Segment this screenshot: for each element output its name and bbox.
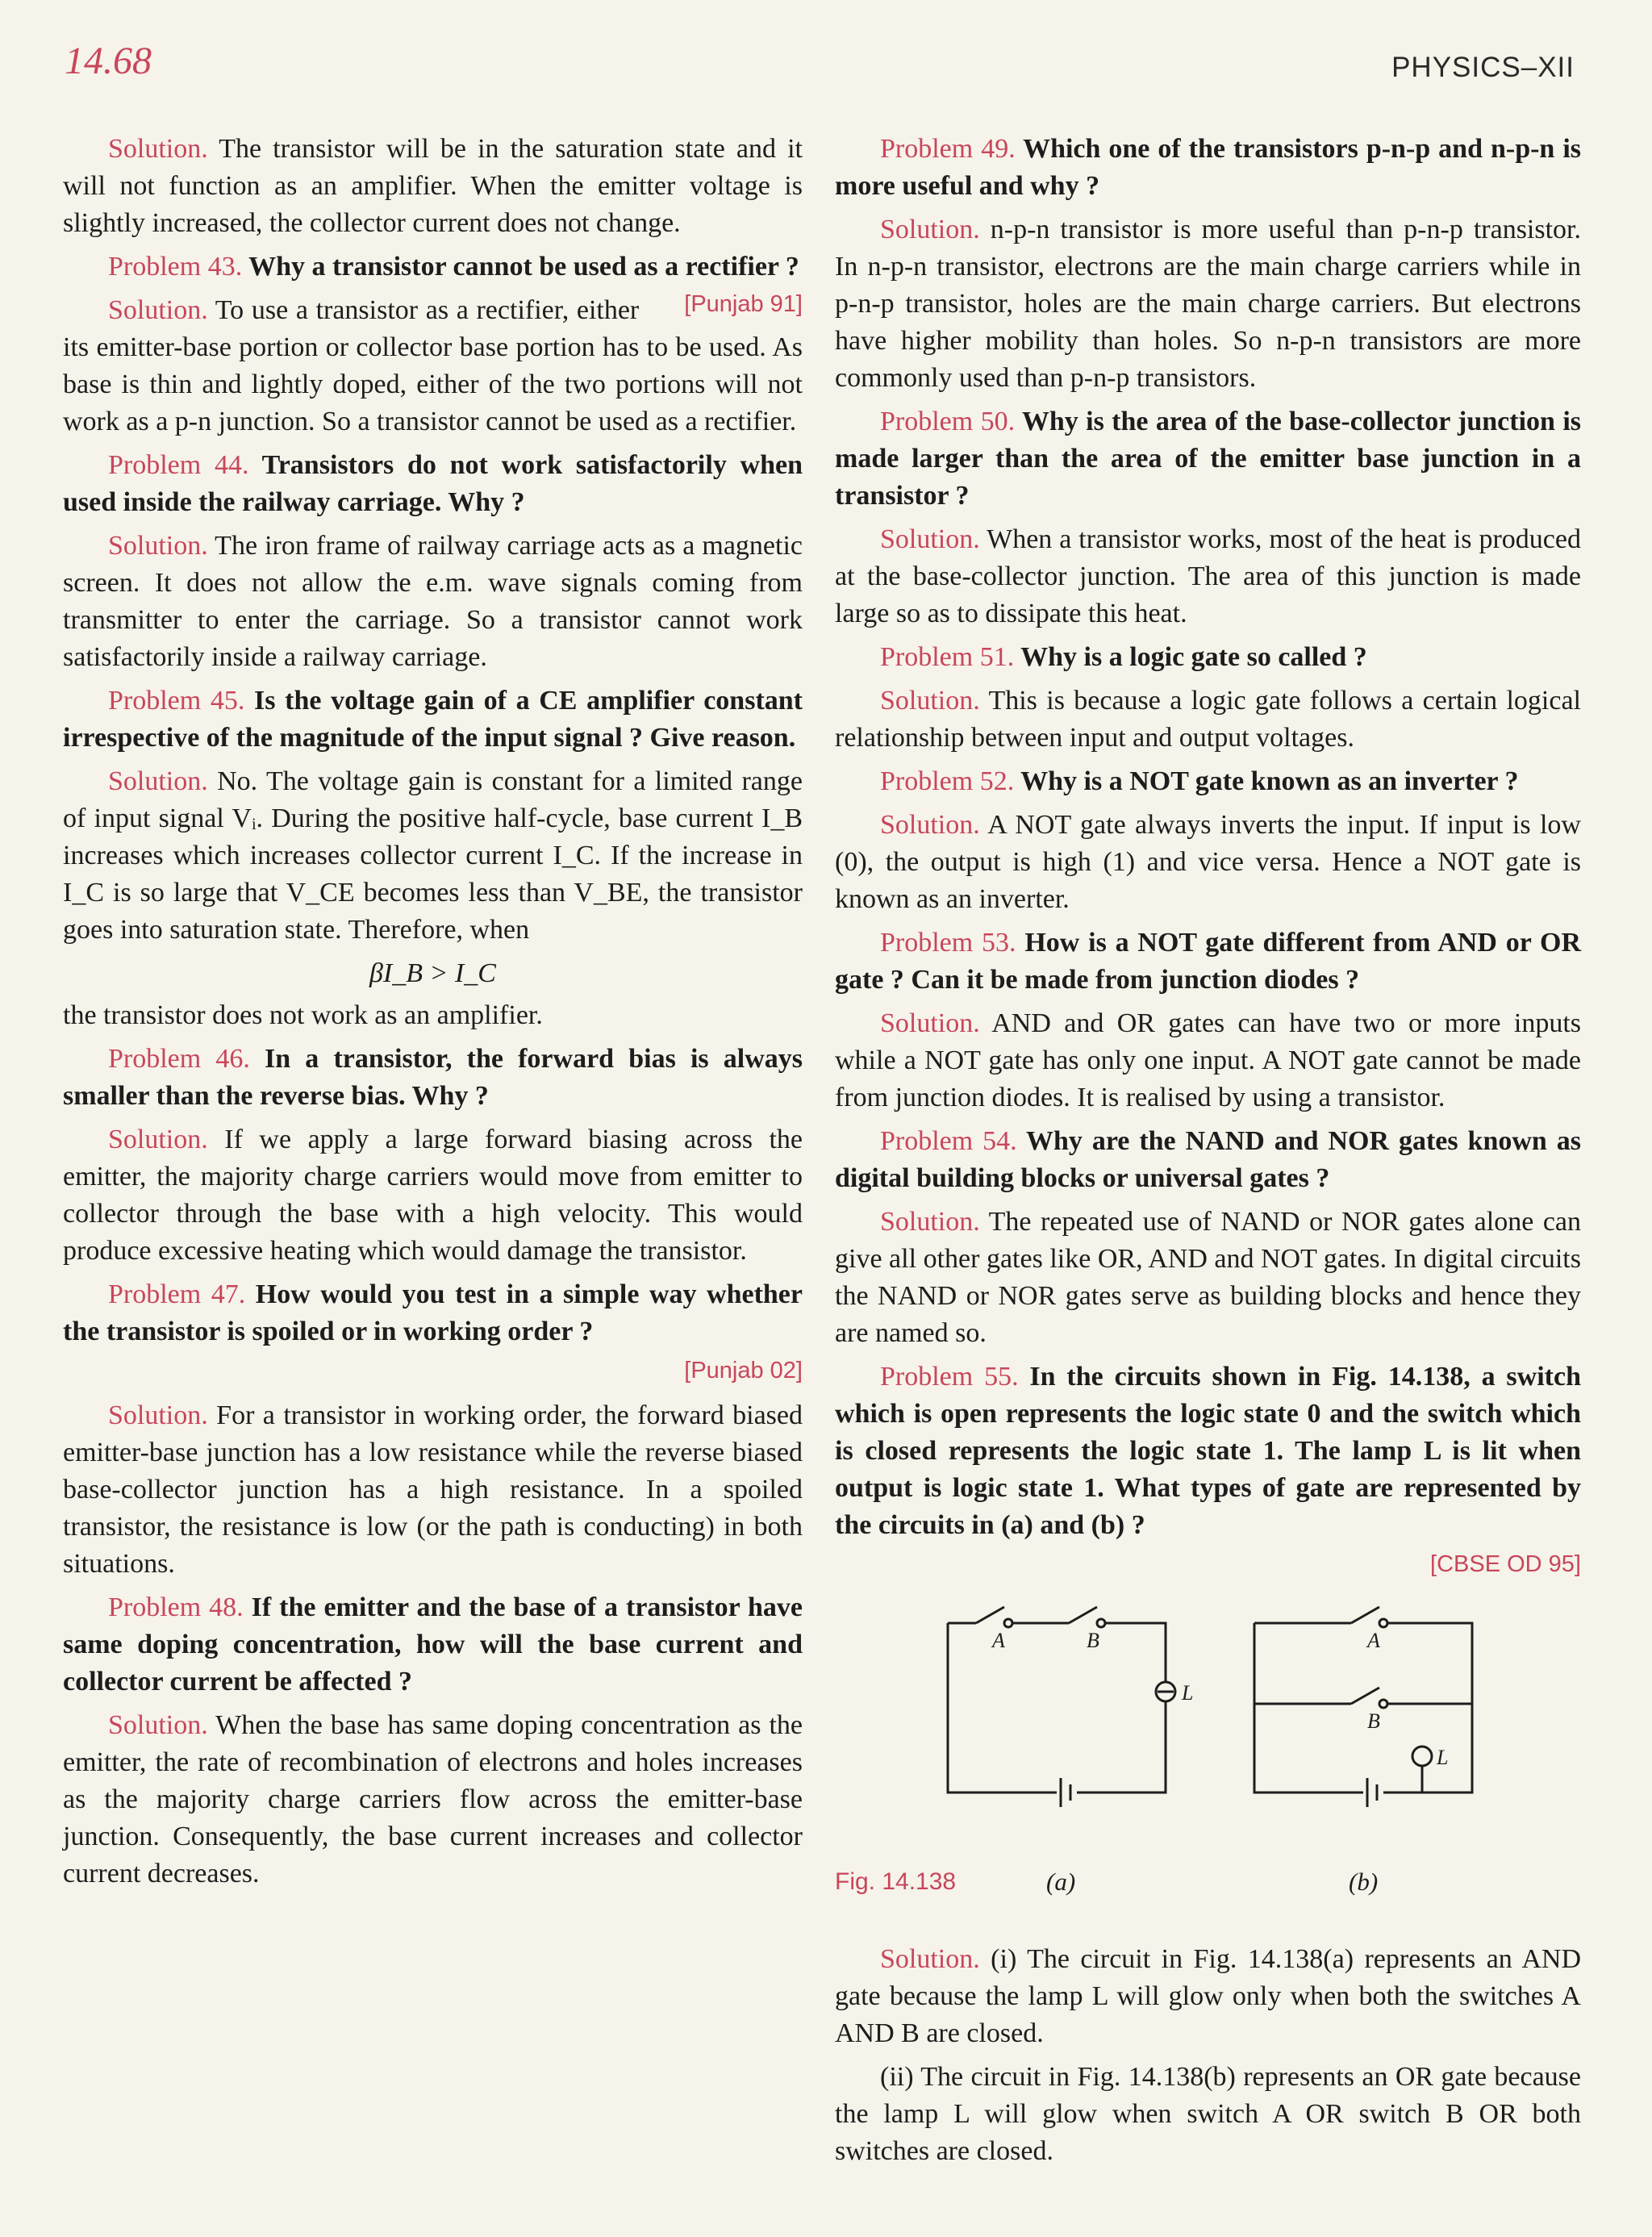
- solution-label: Solution.: [880, 524, 980, 554]
- solution-text: This is because a logic gate follows a certain logical relationship between input and output voltages.: [835, 686, 1581, 753]
- solution-label: Solution.: [108, 766, 208, 796]
- problem-label: Problem 52.: [880, 766, 1015, 796]
- solution-text: When a transistor works, most of the heat is produced at the base-collector junction. The area of this junction is made large so as to dissipate this heat.: [835, 524, 1581, 628]
- exam-reference: [Punjab 91]: [684, 291, 803, 317]
- problem-45-solution: [63, 763, 803, 949]
- problem-45: [63, 682, 803, 757]
- exam-reference: [Punjab 02]: [684, 1358, 803, 1384]
- problem-52-solution: [835, 807, 1581, 918]
- solution-label: Solution.: [880, 1944, 980, 1974]
- switch-a-label: A: [992, 1629, 1005, 1652]
- problem-question: Is the voltage gain of a CE amplifier constant irrespective of the magnitude of the input signal ? Give reason.: [63, 686, 803, 753]
- problem-label: Problem 49.: [880, 134, 1016, 164]
- lamp-label: L: [1437, 1746, 1449, 1769]
- problem-51-solution: [835, 682, 1581, 757]
- problem-label: Problem 48.: [108, 1592, 244, 1622]
- problem-54: [835, 1123, 1581, 1197]
- figure-caption: Fig. 14.138: [835, 1868, 957, 1895]
- problem-label: Problem 47.: [108, 1279, 246, 1309]
- problem-label: Problem 50.: [880, 407, 1016, 436]
- problem-label: Problem 54.: [880, 1126, 1017, 1156]
- solution-text: To use a transistor as a rectifier, either its emitter-base portion or collector base portion has to be used. As base is thin and lightly doped, either of the two portions will not work as a p-n junction. So a transistor cannot be used as a rectifier.: [63, 295, 803, 436]
- solution-text: A NOT gate always inverts the input. If input is low (0), the output is high (1) and vice versa. Hence a NOT gate is known as an inverter.: [835, 810, 1581, 914]
- problem-51: [835, 639, 1581, 676]
- switch-a-label: A: [1367, 1629, 1380, 1652]
- circuit-figure: [835, 1591, 1581, 1922]
- problem-question: In a transistor, the forward bias is always smaller than the reverse bias. Why ?: [63, 1044, 803, 1111]
- right-column: [835, 131, 1581, 2176]
- circuit-diagrams: [835, 1591, 1581, 1857]
- problem-question: Transistors do not work satisfactorily when used inside the railway carriage. Why ?: [63, 450, 803, 517]
- problem-label: Problem 45.: [108, 686, 245, 716]
- left-column: [63, 131, 803, 1899]
- solution-label: Solution.: [880, 215, 980, 244]
- solution-label: Solution.: [108, 1125, 208, 1154]
- solution-label: Solution.: [880, 1207, 980, 1237]
- page-number: 14.68: [65, 40, 152, 82]
- solution-label: Solution.: [108, 295, 208, 325]
- problem-question: Which one of the transistors p-n-p and n-p-n is more useful and why ?: [835, 134, 1581, 201]
- problem-label: Problem 51.: [880, 642, 1015, 672]
- problem-label: Problem 46.: [108, 1044, 250, 1074]
- problem-54-solution: [835, 1204, 1581, 1352]
- solution-text: When the base has same doping concentration as the emitter, the rate of recombination of electrons and holes increases as the majority charge carriers flow across the emitter-base junction. Consequently, the base current increases and collector current decreases.: [63, 1710, 803, 1889]
- problem-label: Problem 55.: [880, 1362, 1019, 1392]
- problem-question: In the circuits shown in Fig. 14.138, a switch which is open represents the logic state 0 and the switch which is closed represents the logic state 1. The lamp L is lit when output is logic state 1. What types of gate are represented by the circuits in (a) and (b) ?: [835, 1362, 1581, 1540]
- solution-label: Solution.: [108, 531, 208, 561]
- problem-49-solution: [835, 211, 1581, 397]
- solution-text: For a transistor in working order, the forward biased emitter-base junction has a low resistance while the reverse biased base-collector junction has a high resistance. In a spoiled transistor, the resistance is low (or the path is conducting) in both situations.: [63, 1400, 803, 1579]
- solution-label: Solution.: [108, 1400, 208, 1430]
- problem-question: Why is the area of the base-collector junction is made larger than the area of the emitter base junction in a transistor ?: [835, 407, 1581, 511]
- solution-text: If we apply a large forward biasing across the emitter, the majority charge carriers would move from emitter to collector through the base with a high velocity. This would produce excessive heating which would damage the transistor.: [63, 1125, 803, 1266]
- problem-question: Why a transistor cannot be used as a rectifier ?: [242, 252, 799, 282]
- exam-reference: [CBSE OD 95]: [1430, 1551, 1581, 1577]
- problem-55-solution: [835, 1941, 1581, 2052]
- lamp-b-icon: [1412, 1747, 1432, 1766]
- circuit-b-wire: [1254, 1623, 1363, 1793]
- problem-47-solution: [63, 1397, 803, 1583]
- solution-label: Solution.: [880, 686, 980, 716]
- problem-47: [63, 1276, 803, 1350]
- problem-question: If the emitter and the base of a transistor have same doping concentration, how will the base current and collector current be affected ?: [63, 1592, 803, 1697]
- problem-53: [835, 924, 1581, 999]
- equation: βI_B > I_C: [369, 958, 496, 988]
- problem-label: Problem 43.: [108, 252, 243, 282]
- problem-label: Problem 53.: [880, 928, 1016, 958]
- solution-text: (i) The circuit in Fig. 14.138(a) represents an AND gate because the lamp L will glow only when both the switches A AND B are closed.: [835, 1944, 1581, 2048]
- problem-48: [63, 1589, 803, 1701]
- problem-52: [835, 763, 1581, 800]
- switch-b-lever: [1069, 1607, 1097, 1623]
- switch-a-lever: [976, 1607, 1004, 1623]
- solution-label: Solution.: [108, 134, 208, 164]
- problem-53-solution: [835, 1005, 1581, 1116]
- problem-44-solution: [63, 528, 803, 676]
- problem-48-solution: [63, 1707, 803, 1893]
- problem-question: How would you test in a simple way whether the transistor is spoiled or in working order ?: [63, 1279, 803, 1346]
- problem-question: Why is a logic gate so called ?: [1014, 642, 1367, 672]
- solution-continuation: the transistor does not work as an amplifier.: [63, 1000, 543, 1030]
- solution-label: Solution.: [108, 1710, 208, 1740]
- switch-a-lever: [1351, 1607, 1379, 1623]
- problem-46: [63, 1041, 803, 1115]
- lamp-label: L: [1182, 1681, 1194, 1705]
- problem-46-solution: [63, 1121, 803, 1270]
- solution-label: Solution.: [880, 810, 980, 840]
- problem-55: [835, 1358, 1581, 1544]
- solution-text: AND and OR gates can have two or more inputs while a NOT gate has only one input. A NOT gate cannot be made from junction diodes. It is realised by using a transistor.: [835, 1008, 1581, 1112]
- figure-sublabel-a: (a): [1046, 1868, 1076, 1896]
- problem-label: Problem 44.: [108, 450, 249, 480]
- solution-label: Solution.: [880, 1008, 980, 1038]
- problem-44: [63, 447, 803, 521]
- switch-b-label: B: [1087, 1629, 1099, 1652]
- switch-b-lever: [1351, 1688, 1379, 1704]
- solution-text: The transistor will be in the saturation state and it will not function as an amplifier. When the emitter voltage is slightly increased, the collector current does not change.: [63, 134, 803, 238]
- problem-question: Why are the NAND and NOR gates known as digital building blocks or universal gates ?: [835, 1126, 1581, 1193]
- switch-b-label: B: [1367, 1709, 1380, 1733]
- solution-text: n-p-n transistor is more useful than p-n-p transistor. In n-p-n transistor, electrons are the main charge carriers while in p-n-p transistor, holes are the main charge carriers. But electrons have higher mobility than holes. So n-p-n transistors are more commonly used than p-n-p transistors.: [835, 215, 1581, 393]
- problem-question: Why is a NOT gate known as an inverter ?: [1014, 766, 1519, 796]
- figure-sublabel-b: (b): [1349, 1868, 1379, 1896]
- problem-question: How is a NOT gate different from AND or OR gate ? Can it be made from junction diodes ?: [835, 928, 1581, 995]
- solution-text: The repeated use of NAND or NOR gates alone can give all other gates like OR, AND and NOT gates. In digital circuits the NAND or NOR gates serve as building blocks and hence they are named so.: [835, 1207, 1581, 1348]
- solution-text: No. The voltage gain is constant for a limited range of input signal Vᵢ. During the positive half-cycle, base current I_B increases which increases collector current I_C. If the increase in I_C is so large that V_CE becomes less than V_BE, the transistor goes into saturation state. Therefore, when: [63, 766, 803, 945]
- problem-50: [835, 403, 1581, 515]
- book-title: PHYSICS–XII: [1391, 52, 1575, 83]
- solution-text: The iron frame of railway carriage acts as a magnetic screen. It does not allow the e.m. wave signals coming from transmitter to enter the carriage. So a transistor cannot work satisfactorily inside a railway carriage.: [63, 531, 803, 672]
- problem-50-solution: [835, 521, 1581, 632]
- problem-42-solution: [63, 131, 803, 242]
- problem-49: [835, 131, 1581, 205]
- problem-55-solution-part-2: (ii) The circuit in Fig. 14.138(b) represents an OR gate because the lamp L will glow when switch A OR switch B OR both switches are closed.: [835, 2062, 1581, 2166]
